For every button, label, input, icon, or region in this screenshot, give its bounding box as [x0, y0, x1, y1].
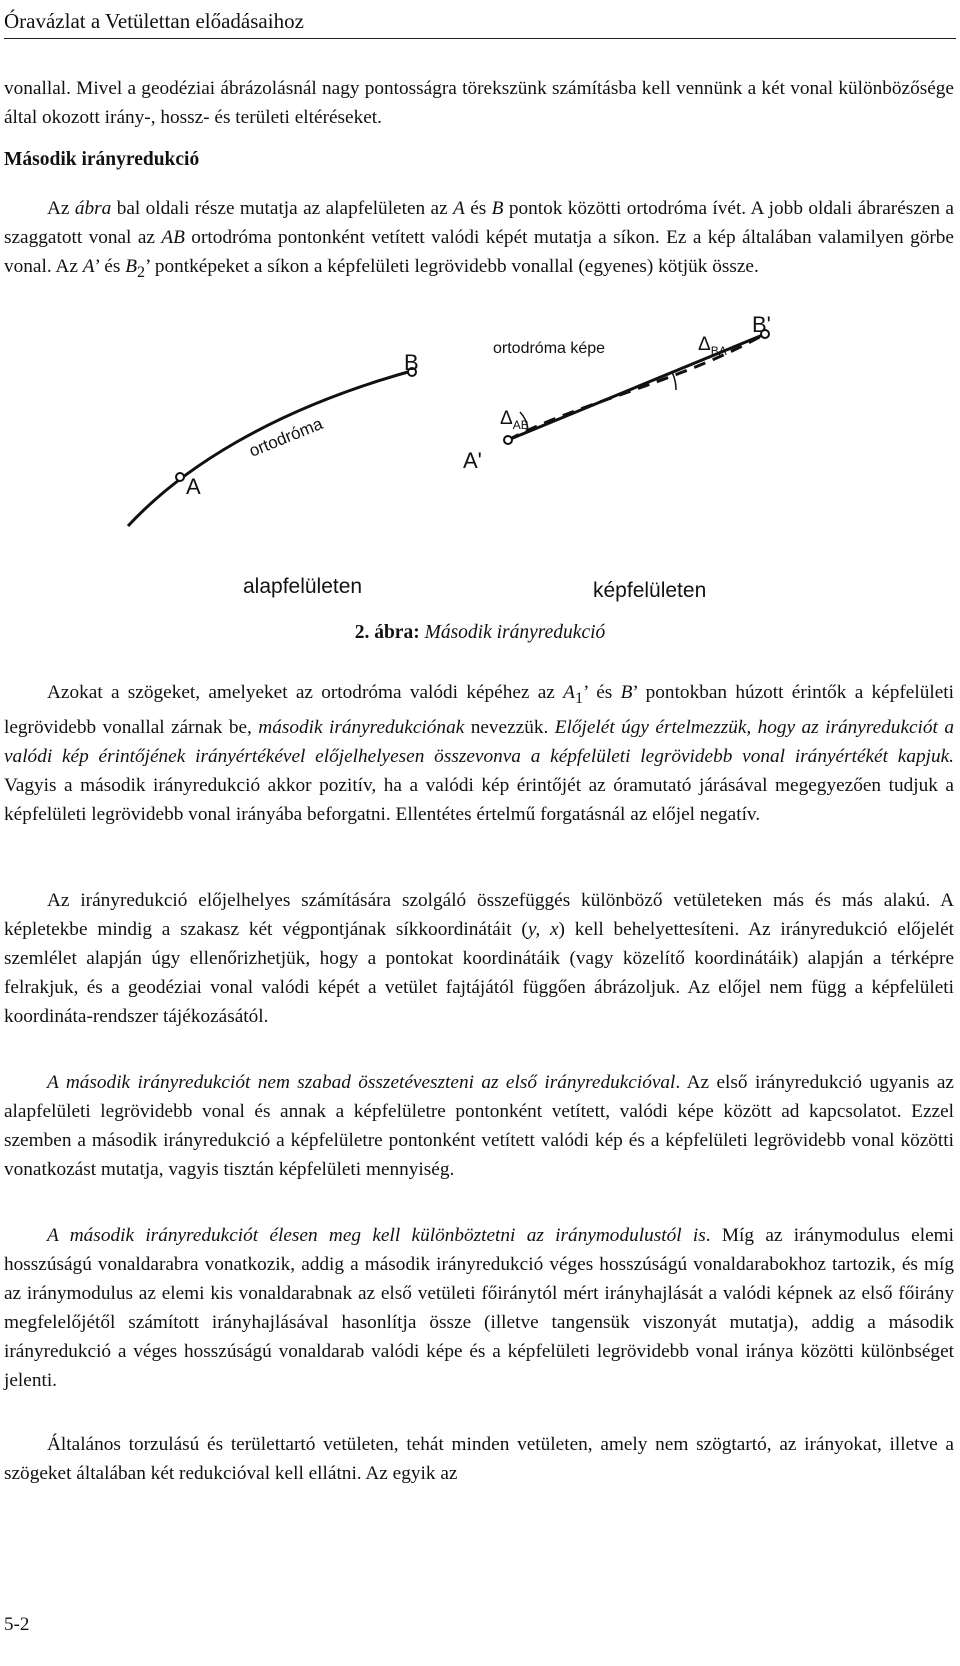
figure-diagram — [0, 312, 960, 630]
paragraph-2: Azokat a szögeket, amelyeket az ortodróma valódi képéhez az $A_1$’ és B’ pontokban húzott érintők a képfelületi legrövidebb vonallal zárnak be, második irányredukciónak nevezzük. Előjelét úgy értelmezzük, hogy az irányredukciót a valódi kép érintőjének irányértékével előjelhelyesen összevonva a képfelületi legrövidebb vonal irányértékét kapjuk. Vagyis a második irányredukció akkor pozitív, ha a valódi kép érintőjét az óramutató járásával megegyezően tudjuk a képfelületi legrövidebb vonal irányába beforgatni. Ellentétes értelmű forgatásnál az előjel negatív. — [4, 682, 954, 825]
figure-caption: 2. ábra: Második irányredukció — [354, 622, 606, 643]
paragraph-4: A második irányredukciót nem szabad összetéveszteni az első irányredukcióval. Az első irányredukció ugyanis az alapfelületi legrövidebb vonal és annak a képfelületre pontonként vetített, valódi képe között ad kapcsolatot. Ezzel szemben a második irányredukció a képfelületre pontonként vetített valódi kép és a képfelületi legrövidebb vonal közötti vonatkozást mutatja, vagyis tisztán képfelületi mennyiség. — [4, 1072, 954, 1180]
section-heading: Második irányredukció — [4, 149, 200, 170]
paragraph-5: A második irányredukciót élesen meg kell különböztetni az iránymodulustól is. Míg az iránymodulus elemi hosszúságú vonaldarabra vonatkozik, addig a második irányredukció véges hosszúságú vonaldarabokhoz tartozik, és míg az iránymodulus az elemi kis vonaldarabnak az első vetületi főiránytól mért irányhajlását a valódi képnek az első főirány megfelelőjétől számított irányhajlásával hasonlítja össze (illetve tangensük viszonyát mutatja), addig a második irányredukció a véges hosszúságú vonaldarab valódi képe és a képfelületi legrövidebb vonal iránya közötti különbséget jelenti. — [4, 1225, 954, 1391]
point-a-prime — [504, 436, 512, 444]
label-a: A — [186, 474, 201, 499]
label-delta-ab: $\Delta_{AB}$ — [500, 408, 529, 432]
paragraph-6: Általános torzulású és területtartó vetületen, tehát minden vetületen, amely nem szögtartó, az irányokat, illetve a szögeket általában két redukcióval kell ellátni. Az egyik az — [4, 1434, 954, 1484]
label-ortodroma: ortodróma — [246, 414, 326, 461]
angle-arc-ba — [672, 372, 676, 390]
label-a-prime: A' — [463, 448, 482, 473]
paragraph-3: Az irányredukció előjelhelyes számítására szolgáló összefüggés különböző vetületeken más és más alakú. A képletekbe mindig a szakasz két végpontjának síkkoordinátáit (y, x) kell behelyettesíteni. Az irányredukció előjelét szemlélet alapján úgy ellenőrizhetjük, hogy a pontokat koordinátáik (vagy közelítő koordinátáik) alapján a térképre felrakjuk, és a geodéziai vonal valódi képét a vetület fajtájától függően ábrázoljuk. Az előjel nem függ a képfelületi koordináta-rendszer tájékozásától. — [4, 890, 954, 1027]
label-b: B — [404, 350, 419, 375]
figure-2 — [0, 312, 960, 630]
label-ortodroma-kepe: ortodróma képe — [493, 340, 606, 357]
label-delta-ba: $\Delta_{BA}$ — [698, 334, 727, 358]
label-kepfeluleten: képfelületen — [593, 579, 707, 602]
page-header: Óravázlat a Vetülettan előadásaihoz — [4, 4, 956, 39]
label-b-prime: B' — [752, 312, 771, 337]
intro-paragraph: vonallal. Mivel a geodéziai ábrázolásnál nagy pontosságra törekszünk számításba kell vennünk a két vonal különbözősége által okozott irány-, hossz- és területi eltéréseket. — [4, 78, 954, 128]
point-a — [176, 473, 184, 481]
paragraph-1: Az ábra bal oldali része mutatja az alapfelületen az A és B pontok közötti ortodróma ívét. A jobb oldali ábrarészen a szaggatott vonal az AB ortodróma pontonként vetített valódi képét mutatja a síkon. Ez a kép általában valamilyen görbe vonal. Az A’ és $B_2$’ pontképeket a síkon a képfelületi legrövidebb vonallal (egyenes) kötjük össze. — [4, 198, 954, 281]
page-number: 5-2 — [4, 1614, 30, 1635]
label-alapfeluleten: alapfelületen — [243, 575, 363, 598]
